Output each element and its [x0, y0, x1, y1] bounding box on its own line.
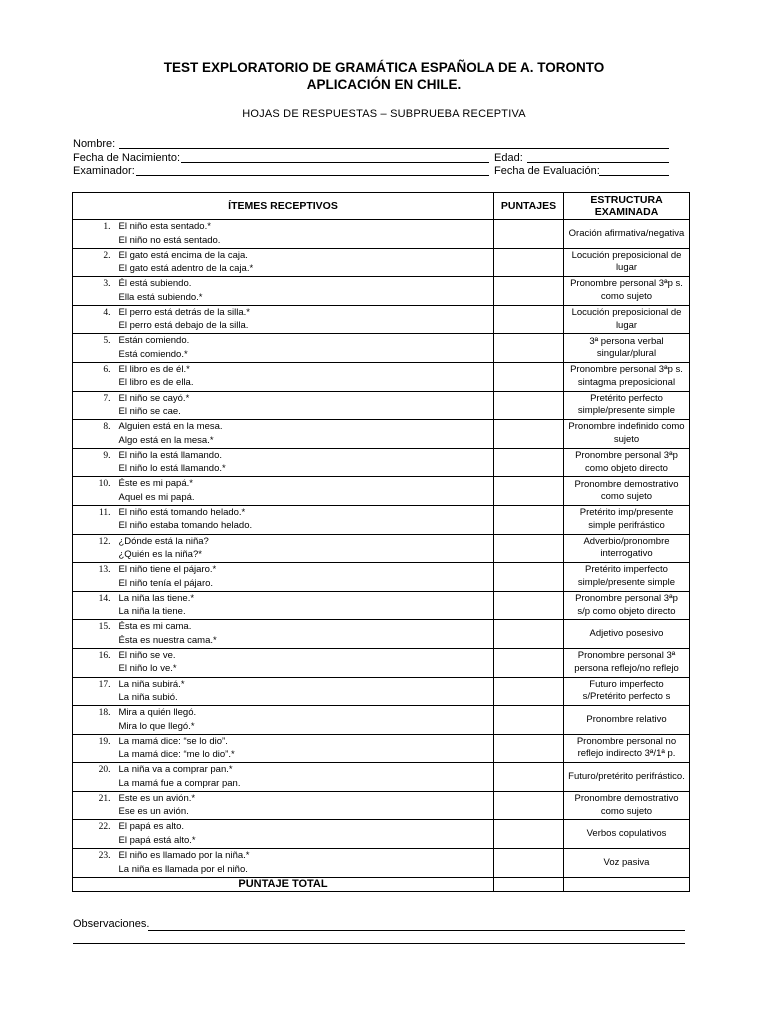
sentence-a: El niño se cayó.*	[118, 392, 190, 404]
structure-cell	[564, 505, 690, 534]
item-sentences	[117, 362, 494, 391]
header-estructura-line2: EXAMINADA	[594, 206, 659, 218]
structure-line2: como sujeto	[600, 805, 653, 817]
sentence-b: La niña la tiene.	[118, 606, 186, 618]
item-number: 11.	[73, 505, 117, 534]
table-row	[73, 505, 690, 534]
item-sentences	[117, 763, 494, 792]
table-row	[73, 448, 690, 477]
item-sentences	[117, 391, 494, 420]
item-number: 9.	[73, 448, 117, 477]
structure-cell	[564, 534, 690, 563]
item-sentences	[117, 706, 494, 735]
table-row	[73, 591, 690, 620]
item-sentences	[117, 477, 494, 506]
sentence-b: Ésta es nuestra cama.*	[118, 634, 217, 646]
item-sentences	[117, 648, 494, 677]
item-sentences	[117, 277, 494, 306]
document-title: TEST EXPLORATORIO DE GRAMÁTICA ESPAÑOLA DE A. TORONTO	[163, 60, 605, 75]
score-cell[interactable]	[494, 248, 564, 277]
table-row	[73, 648, 690, 677]
header-estructura	[564, 193, 690, 220]
document-subtitle: HOJAS DE RESPUESTAS – SUBPRUEBA RECEPTIVA	[242, 108, 526, 120]
structure-line1: Futuro imperfecto	[589, 678, 664, 690]
item-sentences	[117, 420, 494, 449]
edad-label: Edad:	[494, 152, 523, 164]
header-items: ÍTEMES RECEPTIVOS	[73, 193, 494, 220]
structure-cell	[564, 820, 690, 849]
structure-line2: singular/plural	[596, 348, 657, 360]
structure-line2: simple/presente simple	[577, 405, 676, 417]
examinador-field[interactable]	[136, 175, 489, 176]
structure-line2: reflejo indirecto 3ª/1ª p.	[577, 748, 676, 760]
table-row	[73, 763, 690, 792]
item-sentences	[117, 620, 494, 649]
sentence-b: El libro es de ella.	[118, 377, 194, 389]
sentence-a: El niño esta sentado.*	[118, 221, 211, 232]
structure-line2: como objeto directo	[585, 462, 668, 474]
item-number: 4.	[73, 305, 117, 334]
structure-cell	[564, 334, 690, 363]
total-label: PUNTAJE TOTAL	[73, 877, 494, 891]
score-cell[interactable]	[494, 305, 564, 334]
item-number: 7.	[73, 391, 117, 420]
table-row	[73, 706, 690, 735]
structure-cell	[564, 620, 690, 649]
structure-line1: Futuro/pretérito perifrástico.	[568, 770, 685, 782]
score-cell[interactable]	[494, 763, 564, 792]
structure-cell	[564, 591, 690, 620]
header-puntajes: PUNTAJES	[494, 193, 564, 220]
table-row	[73, 391, 690, 420]
table-row	[73, 420, 690, 449]
observations-line-1[interactable]	[148, 930, 685, 931]
structure-cell	[564, 391, 690, 420]
sentence-b: El gato está adentro de la caja.*	[118, 263, 254, 275]
score-cell[interactable]	[494, 849, 564, 878]
structure-line1: Pronombre personal 3ªp s.	[570, 364, 683, 376]
structure-line1: Pronombre demostrativo	[574, 478, 679, 490]
document-title-line2: APLICACIÓN EN CHILE.	[306, 77, 462, 92]
structure-line1: Pretérito imp/presente	[579, 507, 674, 519]
item-sentences	[117, 677, 494, 706]
observations-label: Observaciones.	[73, 918, 150, 930]
score-cell[interactable]	[494, 362, 564, 391]
sentence-a: El niño se ve.	[118, 649, 176, 661]
structure-cell	[564, 563, 690, 592]
table-row	[73, 305, 690, 334]
sentence-b: La niña subió.	[118, 692, 178, 703]
score-cell[interactable]	[494, 277, 564, 306]
sentence-b: Ese es un avión.	[118, 806, 189, 818]
item-sentences	[117, 849, 494, 878]
table-row	[73, 334, 690, 363]
sentence-b: Mira lo que llegó.*	[118, 720, 195, 732]
structure-line1: Pronombre personal 3ªp	[575, 450, 678, 462]
sentence-b: La mamá dice: “me lo dio”.*	[118, 749, 235, 761]
header-estructura-line1: ESTRUCTURA	[590, 194, 663, 206]
item-number: 22.	[73, 820, 117, 849]
structure-line1: Oración afirmativa/negativa	[568, 227, 685, 239]
item-number: 20.	[73, 763, 117, 792]
item-sentences	[117, 734, 494, 763]
structure-cell	[564, 248, 690, 277]
sentence-a: Mira a quién llegó.	[118, 707, 197, 719]
score-cell[interactable]	[494, 334, 564, 363]
sentence-b: El niño se cae.	[118, 406, 181, 418]
fecha-evaluacion-label: Fecha de Evaluación:	[494, 165, 600, 177]
structure-line1: Pretérito perfecto	[590, 392, 663, 404]
fecha-nacimiento-field[interactable]	[181, 162, 489, 163]
table-header-row	[73, 193, 690, 220]
score-cell[interactable]	[494, 648, 564, 677]
sentence-a: Él está subiendo.	[118, 278, 192, 290]
structure-line1: Pronombre personal 3ªp s.	[570, 278, 683, 290]
structure-line1: Pretérito imperfecto	[585, 564, 668, 576]
sentence-a: El perro está detrás de la silla.*	[118, 306, 250, 318]
sentence-b: La mamá fue a comprar pan.	[118, 777, 241, 789]
item-sentences	[117, 534, 494, 563]
structure-line2: s/Pretérito perfecto s	[582, 691, 671, 703]
item-number: 16.	[73, 648, 117, 677]
table-row	[73, 563, 690, 592]
total-empty-cell	[564, 877, 690, 891]
structure-line1: Pronombre relativo	[586, 713, 667, 725]
structure-cell	[564, 362, 690, 391]
structure-cell	[564, 677, 690, 706]
sentence-a: Ésta es mi cama.	[118, 621, 192, 633]
fecha-nacimiento-row	[73, 151, 673, 165]
item-number: 14.	[73, 591, 117, 620]
item-number: 21.	[73, 791, 117, 820]
structure-line2: sintagma preposicional	[577, 376, 676, 388]
structure-line1: Pronombre personal 3ª	[577, 650, 676, 662]
score-cell[interactable]	[494, 677, 564, 706]
total-row	[73, 877, 690, 891]
sentence-a: El niño la está llamando.	[118, 449, 223, 461]
table-row	[73, 362, 690, 391]
sentence-a: La niña va a comprar pan.*	[118, 764, 233, 776]
examinador-row	[73, 164, 673, 178]
item-number: 12.	[73, 534, 117, 563]
score-cell[interactable]	[494, 620, 564, 649]
structure-line2: lugar	[615, 262, 638, 274]
sentence-a: El papá es alto.	[118, 821, 184, 833]
item-number: 13.	[73, 563, 117, 592]
item-sentences	[117, 248, 494, 277]
item-sentences	[117, 305, 494, 334]
structure-line1: Pronombre indefinido como	[568, 421, 685, 433]
score-cell[interactable]	[494, 791, 564, 820]
structure-line1: Voz pasiva	[603, 856, 650, 868]
item-sentences	[117, 448, 494, 477]
structure-cell	[564, 305, 690, 334]
sentence-a: El libro es de él.*	[118, 363, 190, 375]
structure-line2: sujeto	[613, 433, 640, 445]
structure-cell	[564, 791, 690, 820]
table-row	[73, 820, 690, 849]
item-sentences	[117, 791, 494, 820]
sentence-b: El niño lo ve.*	[118, 663, 177, 675]
sentence-b: El papá está alto.*	[118, 834, 196, 846]
structure-line1: Adjetivo posesivo	[589, 627, 664, 639]
structure-line2: persona reflejo/no reflejo	[574, 662, 679, 674]
table-row	[73, 791, 690, 820]
structure-line2: como sujeto	[600, 491, 653, 503]
sentence-a: El niño está tomando helado.*	[118, 506, 246, 518]
sentence-b: Ella está subiendo.*	[118, 291, 203, 303]
observations-line-2[interactable]	[73, 943, 685, 944]
nombre-row	[73, 137, 673, 151]
table-row	[73, 620, 690, 649]
score-cell[interactable]	[494, 420, 564, 449]
structure-line2: simple perifrástico	[588, 519, 665, 531]
sentence-a: El niño tiene el pájaro.*	[118, 564, 217, 576]
sentence-a: ¿Dónde está la niña?	[118, 535, 209, 547]
item-number: 6.	[73, 362, 117, 391]
item-sentences	[117, 220, 494, 249]
sentence-a: El niño es llamado por la niña.*	[118, 850, 250, 862]
structure-cell	[564, 734, 690, 763]
sentence-b: Algo está en la mesa.*	[118, 434, 214, 446]
score-cell[interactable]	[494, 505, 564, 534]
sentence-a: Están comiendo.	[118, 335, 190, 347]
sentence-b: Aquel es mi papá.	[118, 491, 195, 503]
structure-line2: como sujeto	[600, 290, 653, 302]
sentence-a: La niña las tiene.*	[118, 592, 195, 604]
nombre-field[interactable]	[119, 148, 669, 149]
structure-cell	[564, 420, 690, 449]
sentence-b: El niño estaba tomando helado.	[118, 520, 253, 532]
score-cell[interactable]	[494, 706, 564, 735]
sentence-b: El niño lo está llamando.*	[118, 463, 226, 475]
sentence-a: El gato está encima de la caja.	[118, 249, 248, 261]
nombre-label: Nombre:	[73, 138, 116, 150]
sentence-a: La niña subirá.*	[118, 678, 185, 690]
item-number: 15.	[73, 620, 117, 649]
structure-cell	[564, 763, 690, 792]
item-number: 19.	[73, 734, 117, 763]
item-sentences	[117, 563, 494, 592]
fecha-evaluacion-field[interactable]	[599, 175, 669, 176]
sentence-b: Está comiendo.*	[118, 348, 188, 360]
structure-line2: s/p como objeto directo	[577, 605, 676, 617]
item-number: 5.	[73, 334, 117, 363]
sentence-b: ¿Quién es la niña?*	[118, 549, 202, 561]
table-row	[73, 849, 690, 878]
table-row	[73, 220, 690, 249]
examinador-label: Examinador:	[73, 165, 135, 177]
structure-line1: 3ª persona verbal	[589, 335, 664, 347]
score-cell[interactable]	[494, 563, 564, 592]
structure-cell	[564, 277, 690, 306]
item-number: 17.	[73, 677, 117, 706]
score-cell[interactable]	[494, 391, 564, 420]
item-number: 3.	[73, 277, 117, 306]
structure-line1: Pronombre personal no	[576, 735, 677, 747]
sentence-a: Alguien está en la mesa.	[118, 421, 223, 433]
structure-line1: Pronombre personal 3ªp	[575, 593, 678, 605]
score-cell[interactable]	[494, 734, 564, 763]
structure-line1: Locución preposicional de	[571, 307, 682, 319]
item-sentences	[117, 334, 494, 363]
structure-line1: Locución preposicional de	[571, 249, 682, 261]
structure-cell	[564, 849, 690, 878]
structure-line1: Verbos copulativos	[586, 828, 667, 840]
table-row	[73, 734, 690, 763]
sentence-b: El niño no está sentado.	[118, 234, 221, 246]
item-number: 2.	[73, 248, 117, 277]
table-row	[73, 677, 690, 706]
total-score-cell[interactable]	[494, 877, 564, 891]
structure-cell	[564, 648, 690, 677]
item-number: 18.	[73, 706, 117, 735]
sentence-b: El niño tenía el pájaro.	[118, 577, 214, 589]
item-sentences	[117, 505, 494, 534]
item-sentences	[117, 820, 494, 849]
structure-line1: Pronombre demostrativo	[574, 793, 679, 805]
structure-line1: Adverbio/pronombre	[583, 535, 670, 547]
score-cell[interactable]	[494, 477, 564, 506]
score-cell[interactable]	[494, 591, 564, 620]
structure-cell	[564, 220, 690, 249]
item-number: 10.	[73, 477, 117, 506]
table-row	[73, 248, 690, 277]
item-number: 1.	[73, 220, 117, 249]
score-cell[interactable]	[494, 448, 564, 477]
structure-cell	[564, 477, 690, 506]
sentence-a: Este es un avión.*	[118, 792, 196, 804]
sentence-b: El perro está debajo de la silla.	[118, 320, 249, 332]
structure-line2: interrogativo	[600, 548, 653, 560]
fecha-nacimiento-label: Fecha de Nacimiento:	[73, 152, 180, 164]
table-row	[73, 534, 690, 563]
table-row	[73, 277, 690, 306]
score-cell[interactable]	[494, 820, 564, 849]
sentence-b: La niña es llamada por el niño.	[118, 863, 248, 875]
item-number: 23.	[73, 849, 117, 878]
edad-field[interactable]	[527, 162, 669, 163]
answer-table	[72, 192, 690, 892]
structure-line2: simple/presente simple	[577, 576, 676, 588]
item-sentences	[117, 591, 494, 620]
structure-cell	[564, 448, 690, 477]
score-cell[interactable]	[494, 220, 564, 249]
structure-cell	[564, 706, 690, 735]
score-cell[interactable]	[494, 534, 564, 563]
sentence-a: Éste es mi papá.*	[118, 478, 193, 490]
item-number: 8.	[73, 420, 117, 449]
sentence-a: La mamá dice: “se lo dio”.	[118, 735, 228, 747]
table-row	[73, 477, 690, 506]
structure-line2: lugar	[615, 319, 638, 331]
